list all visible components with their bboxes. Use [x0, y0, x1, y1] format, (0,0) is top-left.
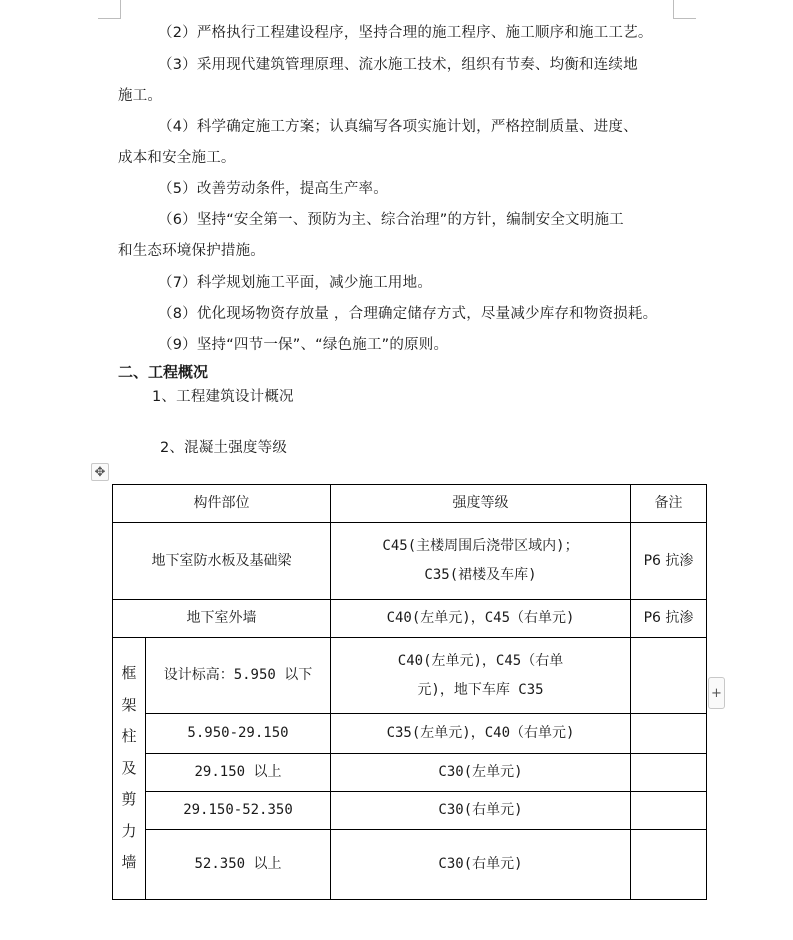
- cell-part: 5.950-29.150: [146, 714, 331, 754]
- concrete-grade-table: [112, 484, 707, 900]
- header-cell-grade: 强度等级: [331, 485, 631, 523]
- group-label-char: 架: [121, 695, 137, 714]
- cell-note: [631, 638, 707, 714]
- page-corner-mark-right: [673, 0, 696, 19]
- cell-grade: C30(右单元): [331, 792, 631, 830]
- cell-grade: [331, 638, 631, 714]
- header-cell-note: 备注: [631, 485, 707, 523]
- paragraph-item-5: （5）改善劳动条件，提高生产率。: [158, 181, 388, 197]
- paragraph-item-4-continued: 成本和安全施工。: [118, 150, 236, 166]
- group-label-char: 墙: [121, 853, 137, 872]
- cell-grade: C30(右单元): [331, 830, 631, 900]
- cell-part: 地下室防水板及基础梁: [113, 523, 331, 600]
- table-row: [113, 638, 707, 714]
- paragraph-item-8: （8）优化现场物资存放量 ，合理确定储存方式，尽量减少库存和物资损耗。: [158, 306, 658, 322]
- group-label-frame-column-shear-wall: [113, 638, 146, 900]
- group-label-char: 及: [121, 758, 137, 777]
- table-row: [113, 714, 707, 754]
- paragraph-item-6-continued: 和生态环境保护措施。: [118, 243, 265, 259]
- paragraph-item-3-continued: 施工。: [118, 88, 163, 104]
- paragraph-item-7: （7）科学规划施工平面，减少施工用地。: [158, 275, 433, 291]
- group-label-char: 柱: [121, 727, 137, 746]
- table-row: [113, 830, 707, 900]
- cell-note: [631, 830, 707, 900]
- header-cell-part: 构件部位: [113, 485, 331, 523]
- page-corner-mark-left: [98, 0, 121, 19]
- plus-icon[interactable]: +: [708, 677, 725, 709]
- cell-grade-line: 元)，地下车库 C35: [417, 681, 544, 698]
- cell-grade: C35(左单元)，C40（右单元): [331, 714, 631, 754]
- cell-grade-line: C45(主楼周围后浇带区域内)；: [382, 538, 579, 554]
- group-label-char: 力: [121, 821, 137, 840]
- cell-part: 29.150-52.350: [146, 792, 331, 830]
- paragraph-item-4: （4）科学确定施工方案；认真编写各项实施计划，严格控制质量、进度、: [158, 119, 638, 135]
- cell-part: 地下室外墙: [113, 600, 331, 638]
- table-row: [113, 523, 707, 600]
- table-row: [113, 600, 707, 638]
- paragraph-item-2: （2）严格执行工程建设程序，坚持合理的施工程序、施工顺序和施工工艺。: [158, 25, 653, 41]
- cell-grade-line: C35(裙楼及车库): [424, 567, 537, 583]
- paragraph-item-3: （3）采用现代建筑管理原理、流水施工技术，组织有节奏、均衡和连续地: [158, 57, 638, 73]
- cell-note: [631, 714, 707, 754]
- table-row: [113, 792, 707, 830]
- paragraph-item-6: （6）坚持“安全第一、预防为主、综合治理”的方针，编制安全文明施工: [158, 212, 624, 228]
- cell-grade-line: C40(左单元)，C45（右单: [397, 652, 564, 669]
- cell-note: P6 抗渗: [631, 523, 707, 600]
- table-row: [113, 754, 707, 792]
- section-heading: 二、工程概况: [118, 363, 209, 381]
- move-icon[interactable]: ✥: [91, 463, 109, 481]
- cell-note: P6 抗渗: [631, 600, 707, 638]
- cell-grade: C40(左单元)，C45（右单元): [331, 600, 631, 638]
- table-header-row: [113, 485, 707, 523]
- cell-note: [631, 754, 707, 792]
- subheading-building-design: 1、工程建筑设计概况: [152, 389, 294, 405]
- cell-note: [631, 792, 707, 830]
- paragraph-item-9: （9）坚持“四节一保”、“绿色施工”的原则。: [158, 337, 449, 353]
- cell-part: 设计标高：5.950 以下: [146, 638, 331, 714]
- cell-part: 52.350 以上: [146, 830, 331, 900]
- subheading-concrete-grade: 2、混凝土强度等级: [160, 440, 288, 456]
- cell-part: 29.150 以上: [146, 754, 331, 792]
- cell-grade: C30(左单元): [331, 754, 631, 792]
- group-label-char: 剪: [121, 790, 137, 809]
- group-label-char: 框: [121, 664, 137, 683]
- cell-grade: [331, 523, 631, 600]
